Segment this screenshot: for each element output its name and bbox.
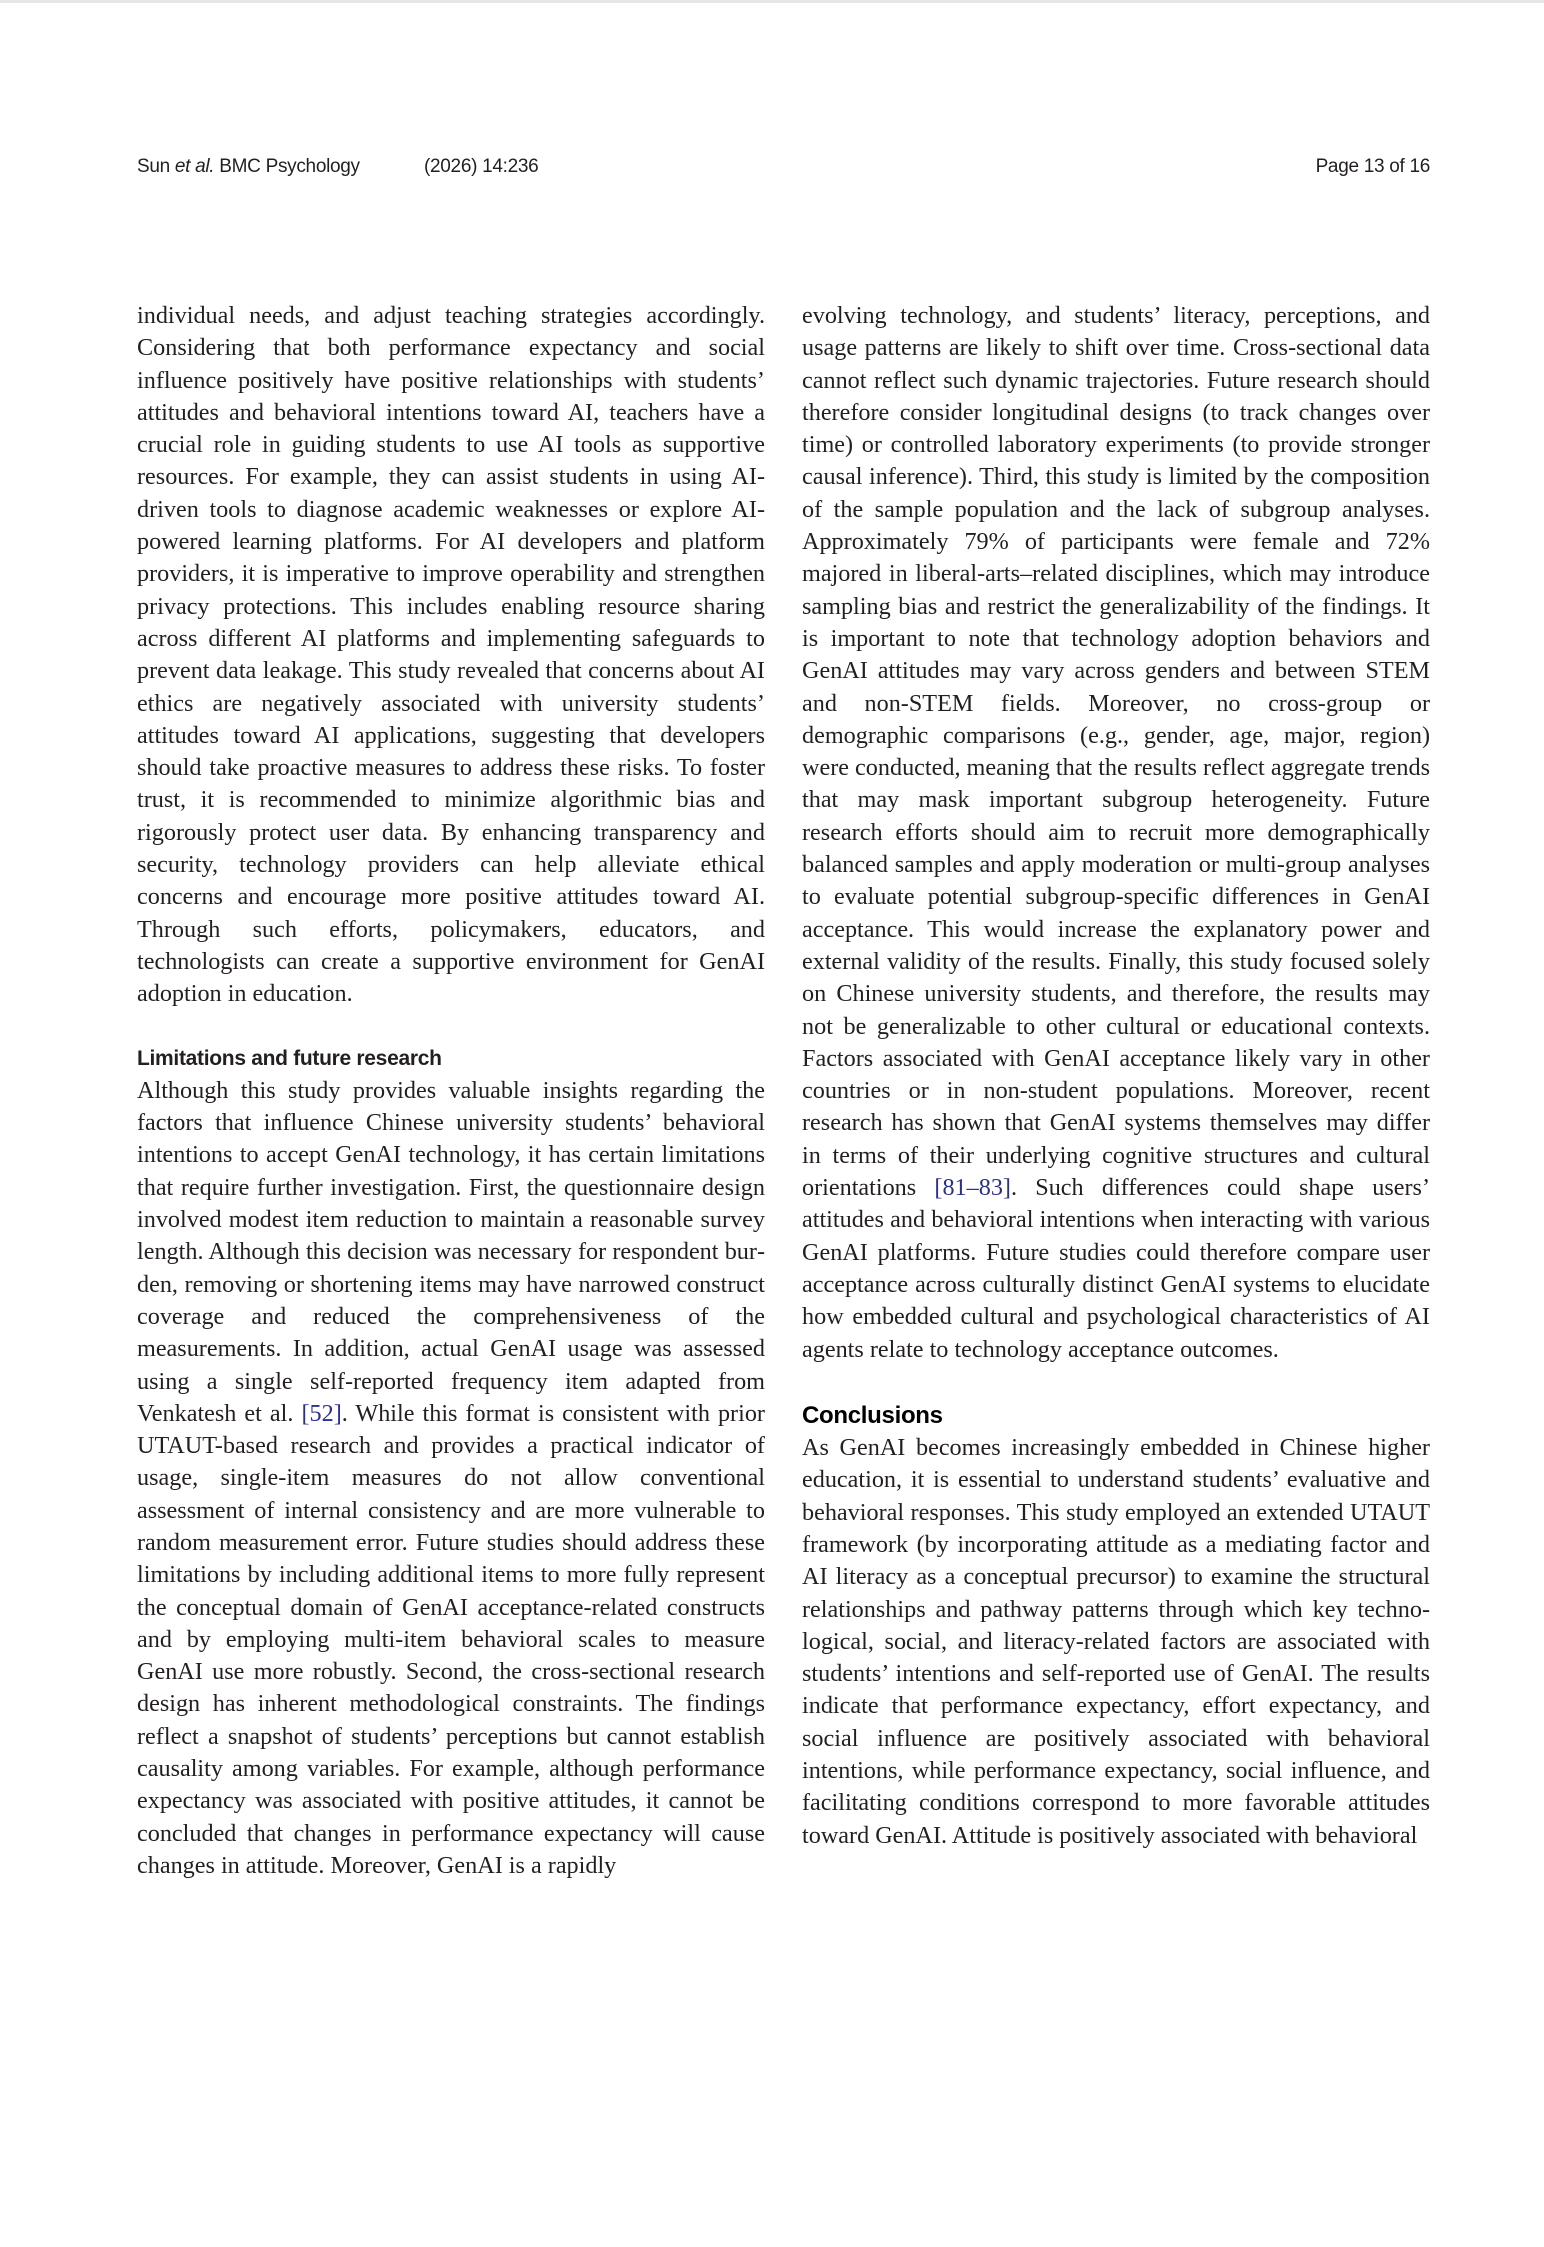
section-heading-limitations: Limitations and future research — [137, 1046, 442, 1070]
journal-name: BMC Psychology — [214, 156, 360, 177]
citation-link-81-83[interactable]: [81–83] — [934, 1174, 1011, 1202]
section-heading-conclusions: Conclusions — [802, 1401, 943, 1429]
running-header — [137, 156, 1430, 186]
journal-citation — [137, 156, 360, 178]
paragraph-conclusions: As GenAI becomes increasingly embedded in Chinese higher education, it is essential to understand students’ evaluative and behavioral responses. This study employed an extended UTAUT framework (by incorporating attitude as a mediating factor and AI literacy as a conceptual precursor) to examine the structural relationships and pathway patterns through which key technological, social, and literacy-related factors are associated with students’ intentions and self-reported use of GenAI. The results indicate that performance expectancy, effort expectancy, and social influence are positively associated with behavioral intentions, while performance expectancy, social influence, and facilitating conditions correspond to more favorable attitudes toward GenAI. Attitude is positively associated with behavioral — [802, 1434, 1430, 1849]
viewer-top-edge — [0, 0, 1544, 3]
paragraph-text: Although this study provides valuable insights regarding the factors that influence Chinese university students’ behavioral intentions to accept GenAI technology, it has certain limitations that require further investigation. First, the questionnaire design involved modest item reduction to maintain a reasonable survey length. Although this decision was necessary for respondent burden, removing or shortening items may have narrowed construct coverage and reduced the comprehensiveness of the measurements. In addition, actual GenAI usage was assessed using a single self-reported frequency item adapted from Venkatesh et al. — [137, 1076, 765, 1427]
page-number: Page 13 of 16 — [1315, 156, 1430, 177]
journal-author: Sun — [137, 156, 175, 177]
paragraph-text: . Such differences could shape users’ attitudes and behavioral intentions when interacting with various GenAI platforms. Future studies could therefore compare user acceptance across culturally distinct GenAI systems to elucidate how embedded cultural and psychological characteristics of AI agents relate to technology acceptance outcomes. — [802, 1174, 1430, 1363]
paragraph-text: . While this format is consistent with prior UTAUT-based research and provides a practical indicator of usage, single-item measures do not allow conventional assessment of internal consistency and are more vulnerable to random measurement error. Future studies should address these limitations by including additional items to more fully represent the conceptual domain of GenAI acceptance-related constructs and by employing multi-item behavioral scales to measure GenAI use more robustly. Second, the cross-sectional research design has inherent methodological constraints. The findings reflect a snapshot of students’ perceptions but cannot establish causality among variables. For example, although performance expectancy was associated with positive attitudes, it cannot be concluded that changes in performance expectancy will cause changes in attitude. Moreover, GenAI is a rapidly — [137, 1399, 765, 1879]
left-column — [137, 300, 765, 1882]
journal-etal: et al. — [174, 156, 215, 177]
paragraph-limitations — [137, 1075, 765, 1882]
right-column — [802, 300, 1430, 1852]
paragraph-text: evolving technology, and students’ literacy, perceptions, and usage patterns are likely to shift over time. Cross-sectional data cannot reflect such dynamic trajectories. Future research should therefore consider longitudinal designs (to track changes over time) or controlled laboratory experiments (to provide stronger causal inference). Third, this study is limited by the composition of the sample population and the lack of subgroup analyses. Approximately 79% of participants were female and 72% majored in liberal-arts–related disciplines, which may introduce sampling bias and restrict the generalizability of the findings. It is important to note that technology adoption behaviors and GenAI attitudes may vary across genders and between STEM and non-STEM fields. Moreover, no cross-group or demographic comparisons (e.g., gender, age, major, region) were conducted, meaning that the results reflect aggregate trends that may mask important subgroup heterogeneity. Future research efforts should aim to recruit more demographically balanced samples and apply moderation or multi-group analyses to evaluate potential subgroup-specific differences in GenAI acceptance. This would increase the explanatory power and external validity of the results. Finally, this study focused solely on Chinese university students, and therefore, the results may not be generalizable to other cultural or educational contexts. Factors associated with GenAI acceptance likely vary in other countries or in non-student populations. Moreover, recent research has shown that GenAI systems themselves may differ in terms of their underlying cognitive structures and cultural orientations — [802, 302, 1430, 1202]
journal-volume: (2026) 14:236 — [424, 156, 539, 177]
citation-link-52[interactable]: [52] — [301, 1399, 342, 1427]
paragraph-limitations-continued — [802, 300, 1430, 1366]
paragraph-recommendations: individual needs, and adjust teaching strategies accordingly. Considering that both performance expectancy and social influence positively have positive relationships with students’ attitudes and behavioral intentions toward AI, teachers have a crucial role in guiding students to use AI tools as supportive resources. For example, they can assist students in using AI-driven tools to diagnose academic weaknesses or explore AI-powered learning platforms. For AI developers and platform providers, it is imperative to improve operability and strengthen privacy protections. This includes enabling resource sharing across different AI platforms and implementing safeguards to prevent data leakage. This study revealed that concerns about AI ethics are negatively associated with university students’ attitudes toward AI applications, suggesting that developers should take proactive measures to address these risks. To foster trust, it is recommended to minimize algorithmic bias and rigorously protect user data. By enhancing transparency and security, technology providers can help alleviate ethical concerns and encourage more positive attitudes toward AI. Through such efforts, policymakers, educators, and technologists can create a supportive environment for GenAI adoption in education. — [137, 302, 765, 1008]
